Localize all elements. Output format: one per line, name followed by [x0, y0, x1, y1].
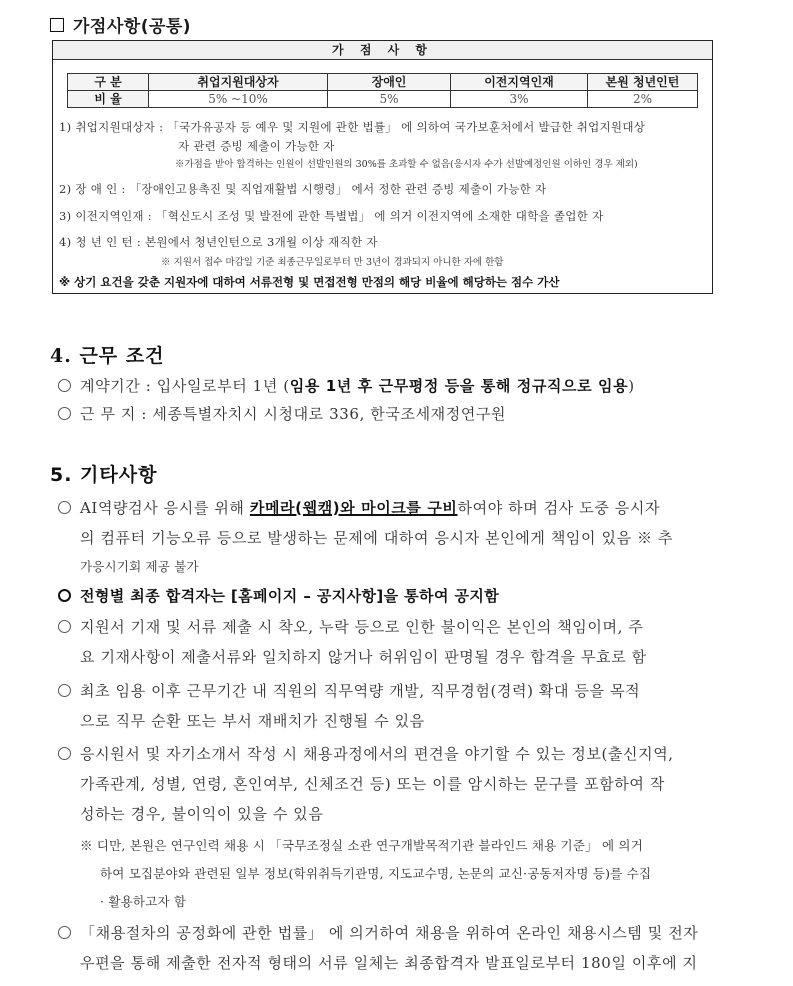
table-header-cell: 취업지원대상자 [149, 74, 328, 91]
bold-circle-bullet-icon [58, 589, 71, 602]
note-relocation-talent [59, 208, 603, 224]
note-text: 「혁신도시 조성 및 발전에 관한 특별법」 에 의거 이전지역에 소재한 대학을 졸업한 자 [155, 209, 604, 223]
circle-bullet-icon [58, 620, 71, 633]
circle-bullet-icon [58, 379, 71, 392]
circle-bullet-icon [58, 501, 71, 514]
note-youth-intern [59, 234, 378, 250]
item-line: 가족관계, 성별, 연령, 혼인여부, 신체조건 등) 또는 이를 암시하는 문구를 포함하여 작 [80, 775, 665, 793]
table-header-cell: 구 분 [68, 74, 149, 91]
note-employment-support [59, 119, 645, 135]
other-item-submission-errors [58, 616, 643, 637]
circle-bullet-icon [58, 407, 71, 420]
section-title-work-conditions: 4. 근무 조건 [50, 345, 165, 367]
bonus-ratio-table [67, 73, 698, 108]
work-condition-location [58, 403, 506, 424]
table-header-cell: 장애인 [328, 74, 451, 91]
item-text: 세종특별자치시 시청대로 336, 한국조세재정연구원 [152, 405, 507, 423]
item-text: 입사일로부터 1년 ( [156, 377, 290, 395]
table-cell: 3% [451, 91, 588, 108]
item-note: ※ 디만, 본원은 연구인력 채용 시 「국무조정실 소관 연구개발목적기관 블라인드 채용 기준」 에 의거 [80, 838, 643, 853]
item-line: 요 기재사항이 제출서류와 일치하지 않거나 허위임이 판명될 경우 합격을 무효로 함 [80, 648, 647, 666]
item-tail: ) [628, 377, 635, 395]
item-line: 우편을 통해 제출한 전자적 형태의 서류 일체는 최종합격자 발표일로부터 180일 이후에 지 [80, 954, 698, 972]
note-sub: ※가점을 받아 합격하는 인원이 선발인원의 30%를 초과할 수 없음(응시자 수가 선발예정인원 이하인 경우 제외) [175, 159, 638, 170]
note-disabled [59, 181, 546, 197]
other-item-ai-test [58, 497, 660, 518]
item-text: 하여야 하며 검사 도중 응시자 [457, 499, 661, 517]
note-label: 4) 청 년 인 턴 : [59, 235, 141, 249]
item-text: 전형별 최종 합격자는 [홈페이지 – 공지사항]을 통하여 공지함 [80, 587, 500, 605]
circle-bullet-icon [58, 926, 71, 939]
section-title-other-matters: 5. 기타사항 [50, 464, 158, 486]
other-item-job-rotation [58, 680, 640, 701]
bonus-box-footer: ※ 상기 요건을 갖춘 지원자에 대하여 서류전형 및 면접전형 만점의 해당 비율에 해당하는 점수 가산 [59, 275, 560, 289]
item-bold-text: 임용 1년 후 근무평정 등을 통해 정규직으로 임용 [289, 377, 629, 395]
note-sub: ※ 지원서 접수 마감일 기준 최종근무일로부터 만 3년이 경과되지 아니한 자에 한함 [161, 257, 504, 268]
bonus-box-title: 가 점 사 항 [53, 41, 712, 60]
note-label: 2) 장 애 인 : [59, 182, 126, 196]
heading-text: 가점사항(공통) [73, 17, 192, 37]
table-row [68, 91, 698, 108]
table-cell: 5% ~10% [149, 91, 328, 108]
item-label: 계약기간 : [80, 377, 152, 395]
table-header-cell: 본원 청년인턴 [588, 74, 698, 91]
note-label: 3) 이전지역인재 : [59, 209, 152, 223]
other-item-final-notice [58, 585, 499, 606]
work-condition-contract [58, 375, 635, 396]
item-text: 응시원서 및 자기소개서 작성 시 채용과정에서의 편견을 야기할 수 있는 정보(출신지역, [80, 745, 674, 763]
note-text: 「장애인고용촉진 및 직업재활법 시행령」 에서 정한 관련 증빙 제출이 가능한 자 [129, 182, 547, 196]
table-header-row [68, 74, 698, 91]
item-note: 하여 모집분야와 관련된 일부 정보(학위취득기관명, 지도교수명, 논문의 교신·공동저자명 등)를 수집 [100, 866, 652, 881]
item-text: AI역량검사 응시를 위해 [80, 499, 250, 517]
circle-bullet-icon [58, 747, 71, 760]
section-heading-bonus [50, 12, 191, 37]
note-text: 「국가유공자 등 예우 및 지원에 관한 법률」 에 의하여 국가보훈처에서 발급한 취업지원대상 [167, 120, 646, 134]
bonus-points-box [52, 40, 713, 294]
other-item-document-disposal [58, 922, 698, 943]
note-label: 1) 취업지원대상자 : [59, 120, 164, 134]
circle-bullet-icon [58, 684, 71, 697]
item-text: 최초 임용 이후 근무기간 내 직원의 직무역량 개발, 직무경험(경력) 확대 등을 목적 [80, 682, 641, 700]
item-line: 성하는 경우, 불이익이 있을 수 있음 [80, 805, 324, 823]
other-item-blind-hiring [58, 743, 674, 764]
item-label: 근 무 지 : [80, 405, 148, 423]
table-cell: 5% [328, 91, 451, 108]
note-text-continued: 자 관련 증빙 제출이 가능한 자 [178, 139, 335, 153]
item-bold-underlined: 카메라(웹캠)와 마이크를 구비 [249, 499, 458, 517]
item-line: 가응시기회 제공 불가 [80, 559, 199, 574]
item-text: 「채용절차의 공정화에 관한 법률」 에 의거하여 채용을 위하여 온라인 채용시스템 및 전자 [80, 924, 699, 942]
item-line: 의 컴퓨터 기능오류 등으로 발생하는 문제에 대하여 응시자 본인에게 책임이 있음 ※ 추 [80, 529, 674, 547]
table-row-label: 비 율 [68, 91, 149, 108]
item-note: · 활용하고자 함 [100, 894, 187, 909]
table-cell: 2% [588, 91, 698, 108]
square-checkbox-icon [50, 18, 64, 32]
item-line: 으로 직무 순환 또는 부서 재배치가 진행될 수 있음 [80, 712, 425, 730]
note-text: 본원에서 청년인턴으로 3개월 이상 재직한 자 [144, 235, 378, 249]
table-header-cell: 이전지역인재 [451, 74, 588, 91]
item-text: 지원서 기재 및 서류 제출 시 착오, 누락 등으로 인한 불이익은 본인의 책임이며, 주 [80, 618, 644, 636]
